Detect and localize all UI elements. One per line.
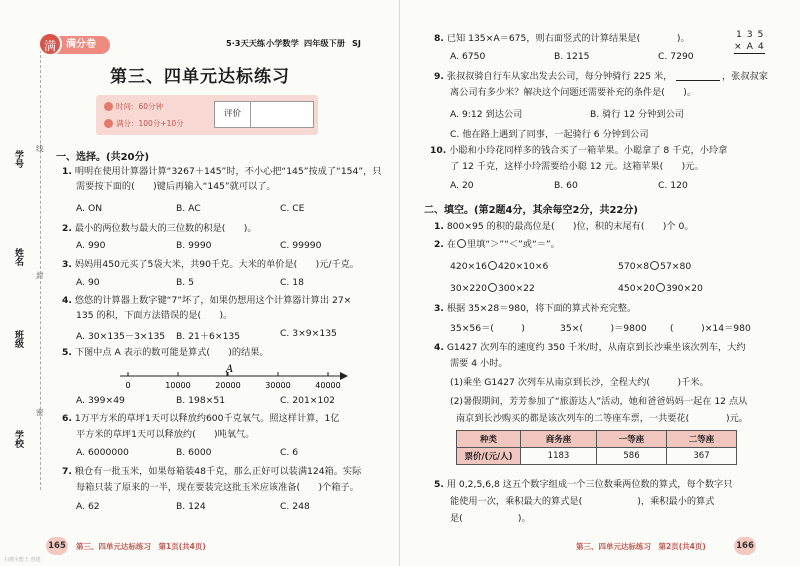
side-label-class: 班级 [13,330,23,348]
question-10-line2: 了 12 千克，这样小玲需要给小聪 12 元。这箱苹果( )元。 [450,161,704,172]
table-header: 一等座 [597,431,667,448]
table-row-label: 票价/(元/人) [457,448,521,465]
compare-2: 570×8 57×80 [618,261,692,272]
page-number-right: 166 [734,537,756,555]
q4-option-b[interactable]: B. 21＋6×135 [176,331,241,342]
q10-option-a[interactable]: A. 20 [450,180,474,191]
question-5: 5. 下图中点 A 表示的数可能是算式( )的结果。 [62,347,269,358]
table-cell: 1183 [521,448,597,465]
edition-label: SJ [352,38,361,48]
section-choice: 一、选择。(共20分) [56,152,150,163]
q9-option-a[interactable]: A. 9:12 到达公司 [450,109,523,120]
number-line [118,362,348,392]
q8-option-c[interactable]: C. 7290 [658,51,694,62]
q3-option-b[interactable]: B. 5 [176,277,194,288]
series-label: 5·3天天练 [226,38,266,48]
fill-3-c[interactable]: ( )×14＝980 [670,323,751,334]
question-4: 4. 悠悠的计算器上数字键“7”坏了，如果仍想用这个计算器计算出 27× [62,295,352,306]
side-label-name: 姓名 [13,248,23,266]
table-header: 商务座 [521,431,597,448]
question-9: 9. 张叔叔骑自行车从家出发去公司，每分钟骑行 225 米， [434,71,673,82]
q4-option-a[interactable]: A. 30×135－3×135 [76,331,166,342]
q1-option-b[interactable]: B. AC [176,203,201,214]
page-title: 第三、四单元达标练习 [110,67,290,87]
table-row [457,448,737,465]
q7-option-b[interactable]: B. 124 [176,501,206,512]
compare-circle[interactable] [656,283,665,292]
fill-2: 2. 在 里填“＞”“＜”或“＝”。 [434,239,560,250]
q9-option-b[interactable]: B. 骑行 12 分钟到公司 [590,109,684,120]
question-4-line2: 135 的积，下面方法错误的是( )。 [76,310,233,321]
table-cell: 586 [597,448,667,465]
question-7: 7. 粮仓有一批玉米，如果每箱装48千克，那么正好可以装满124箱。实际 [62,466,362,477]
table-header: 二等座 [667,431,737,448]
question-9-line1b: ，张叔叔家 [722,71,768,82]
table-cell: 367 [667,448,737,465]
question-9-line2: 离公司有多少米？解决这个问题还需要补充的条件是( )。 [450,87,697,98]
axis-tick-label: 20000 [215,381,241,390]
side-label-student-id: 学号 [13,150,23,168]
side-word-seal: 封 [36,271,44,280]
fill-4-sub2b[interactable]: 南京到长沙购买的都是该次列车的二等座车票，一共要花( )元。 [456,413,748,424]
full-score-badge: 满分卷 [44,36,110,54]
fill-4: 4. G1427 次列车的速度约 350 千米/时，从南京到长沙乘坐该次列车，大约 [434,342,746,353]
vertical-calc-bottom: × A 4 [734,41,765,52]
question-6-line2: 平方米的草坪1天可以释放约( )吨氧气。 [76,429,255,440]
q8-option-b[interactable]: B. 1215 [554,51,590,62]
q6-option-a[interactable]: A. 6000000 [76,447,129,458]
q10-option-b[interactable]: B. 60 [554,180,578,191]
side-label-school: 学校 [13,430,23,448]
compare-4: 450×20 390×20 [618,283,703,294]
ticket-price-table [456,430,737,465]
clock-icon [104,102,113,111]
q2-option-a[interactable]: A. 990 [76,240,106,251]
q1-option-c[interactable]: C. CE [280,203,305,214]
side-word-line: 线 [36,144,44,153]
axis-tick-label: 10000 [165,381,191,390]
fill-1: 1. 800×95 的积的最高位是( )位，积的末尾有( )个 0。 [434,221,694,232]
question-1: 1. 明明在使用计算器计算“3267＋145”时，不小心把“145”按成了“154”，只 [62,166,382,177]
fill-4-sub1[interactable]: (1)乘坐 G1427 次列车从南京到长沙，全程大约( )千米。 [450,377,709,388]
question-10: 10. 小聪和小玲花同样多的钱合买了一箱苹果。小聪拿了 8 千克，小玲拿 [430,145,728,156]
page-number-left: 165 [46,537,68,555]
table-header: 种类 [457,431,521,448]
q6-option-b[interactable]: B. 6000 [176,447,212,458]
footer-right: 第三、四单元达标练习 第2页(共4页) [576,542,706,551]
compare-3: 30×220 300×22 [450,283,535,294]
fill-3-a[interactable]: 35×56＝( ) [450,323,525,334]
q9-blank[interactable] [676,80,720,81]
fill-3: 3. 根据 35×28＝980，将下面的算式补充完整。 [434,303,637,314]
subject-label: 小学数学 [266,38,299,48]
compare-circle[interactable] [488,261,497,270]
question-8: 8. 已知 135×A＝675，则右面竖式的计算结果是( )。 [434,33,690,44]
q4-option-c[interactable]: C. 3×9×135 [280,328,337,339]
q3-option-c[interactable]: C. 18 [280,277,304,288]
compare-circle[interactable] [650,261,659,270]
check-icon [104,119,113,128]
question-1-line2: 需要按下面的( )键后再输入“145”就可以了。 [76,181,276,192]
watermark: 扫描全能王 创建 [4,557,41,563]
axis-tick-label: 30000 [265,381,291,390]
compare-circle-icon [457,239,466,248]
fill-5: 5. 用 0,2,5,6,8 这五个数字组成一个三位数乘两位数的算式，每个数字只 [434,479,733,490]
q10-option-c[interactable]: C. 120 [658,180,688,191]
badge-icon: 满 [38,32,62,56]
question-6: 6. 1万平方米的草坪1天可以释放约600千克氧气。照这样计算，1亿 [62,413,340,424]
q2-option-b[interactable]: B. 9990 [176,240,212,251]
footer-left: 第三、四单元达标练习 第1页(共4页) [76,542,206,551]
axis-tick-label: 0 [125,381,131,390]
side-word-secret: 密 [36,408,44,417]
fill-5-line3[interactable]: 是( )。 [450,513,531,524]
compare-circle[interactable] [488,283,497,292]
grade-label: 四年级下册 [304,38,345,48]
time-limit: 时间：60分钟 [116,102,164,111]
q2-option-c[interactable]: C. 99990 [280,240,322,251]
q7-option-a[interactable]: A. 62 [76,501,100,512]
question-7-line2: 每箱只装了原来的一半，现在要装完这批玉米应该准备( )个箱子。 [76,482,359,493]
q1-option-a[interactable]: A. ON [76,203,103,214]
q6-option-c[interactable]: C. 6 [280,447,299,458]
fill-5-line2[interactable]: 能使用一次，乘积最大的算式是( )，乘积最小的算式 [450,496,715,507]
point-a-label: A [226,364,234,375]
q5-option-a[interactable]: A. 399×49 [76,395,125,406]
score-box[interactable] [214,101,314,128]
q8-option-a[interactable]: A. 6750 [450,51,486,62]
section-fill: 二、填空。(第2题4分，其余每空2分，共22分) [424,205,638,216]
q3-option-a[interactable]: A. 90 [76,277,100,288]
score-label: 评价 [215,102,251,127]
full-score: 满分：100分+10分 [116,119,184,128]
q5-option-c[interactable]: C. 201×102 [280,395,336,406]
fill-4-sub2a: (2)暑假期间，芳芳参加了“旅游达人”活动，她和爸爸妈妈一起在 12 点从 [450,396,748,407]
q5-option-b[interactable]: B. 198×51 [176,395,226,406]
question-3: 3. 妈妈用450元买了5袋大米，共90千克。大米的单价是( )元/千克。 [62,259,360,270]
fill-3-b[interactable]: 35×( )＝9800 [560,323,647,334]
right-page [400,0,800,566]
table-header-row [457,431,737,448]
question-2: 2. 最小的两位数与最大的三位数的积是( )。 [62,223,257,234]
fill-4-line2: 需要 4 小时。 [450,358,508,369]
axis-tick-label: 40000 [315,381,341,390]
vertical-calc-top: 1 3 5 [736,29,765,40]
compare-1: 420×16 420×10×6 [450,261,549,272]
q7-option-c[interactable]: C. 248 [280,501,310,512]
q9-option-c[interactable]: C. 他在路上遇到了同事，一起骑行 6 分钟到公司 [450,129,649,140]
